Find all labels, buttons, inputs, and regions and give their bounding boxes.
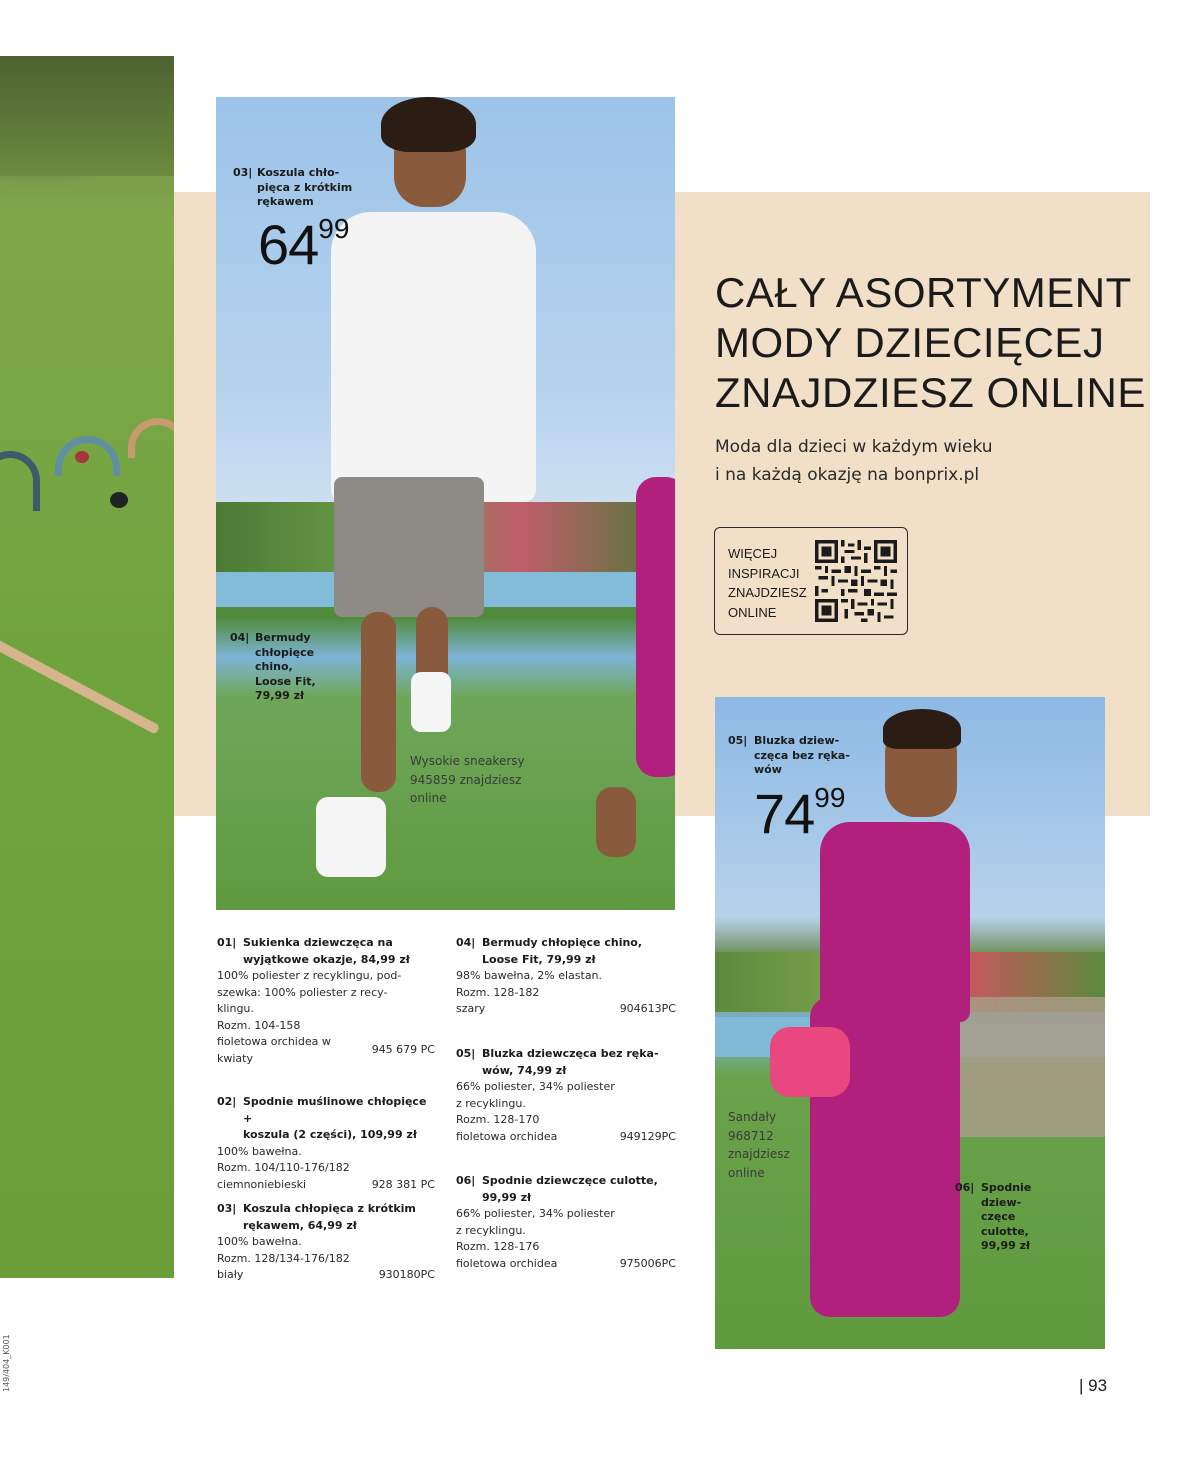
product-detail: z recyklingu. [456,1096,526,1110]
hedge-background [0,56,174,176]
callout-blouse [728,734,858,779]
price-integer: 64 [258,213,319,276]
product-color: fioletowa orchidea [456,1129,558,1143]
price-integer: 74 [754,782,815,845]
catalog-code: 149/404_K001 [2,1334,11,1392]
croquet-hoop [128,418,174,458]
croquet-lawn-photo [0,56,174,1278]
callout-line: chino, [255,660,293,673]
product-heading [217,1094,435,1144]
note-line: 968712 [728,1128,774,1143]
callout-line: Bermudy [255,631,311,644]
product-02 [217,1094,435,1193]
note-line: 945859 znajdziesz [410,772,522,787]
product-number: 04| [456,936,476,949]
subcopy [715,433,1115,489]
product-04 [456,935,676,1018]
product-title-line: Sukienka dziewczęca na [243,936,393,949]
product-number: 02| [217,1095,237,1108]
product-01 [217,935,435,1067]
girl-pants-partial [636,477,675,777]
product-heading [456,935,676,968]
qr-caption [728,544,807,622]
product-detail: 66% poliester, 34% poliester [456,1080,615,1093]
product-number: 03| [217,1202,237,1215]
product-detail: Rozm. 128-170 [456,1113,540,1126]
product-title-line: Koszula chłopięca z krótkim [243,1202,416,1215]
product-color: fioletowa orchidea w [217,1035,331,1048]
product-title-line: rękawem, 64,99 zł [243,1218,357,1232]
callout-line: wów [754,763,782,776]
price-decimal: 99 [318,213,350,244]
note-line: znajdziesz [728,1147,790,1161]
product-detail: Rozm. 128/134-176/182 [217,1251,350,1265]
product-heading [456,1173,676,1206]
product-detail: 100% bawełna. [217,1235,302,1248]
product-detail: z recyklingu. [456,1223,526,1237]
product-title-line: 99,99 zł [482,1190,532,1204]
product-heading [456,1046,676,1079]
qr-link-box[interactable] [714,527,908,635]
boy-shorts [334,477,484,617]
callout-line: rękawem [257,195,314,208]
note-line: online [728,1165,765,1180]
note-sneakers [410,752,525,808]
product-06 [456,1173,676,1272]
price-shirt [258,213,350,276]
callout-line: 99,99 zł [981,1239,1031,1252]
note-line: online [410,791,447,805]
product-title-line: Spodnie muślinowe chłopięce + [243,1095,427,1125]
product-code: 975006PC [619,1256,676,1270]
callout-line: culotte, [981,1224,1029,1238]
product-color: ciemnoniebieski [217,1177,307,1191]
callout-line: Loose Fit, [255,674,316,688]
callout-line: Koszula chło- [257,166,340,179]
garden-table [950,997,1105,1137]
product-detail: Rozm. 104-158 [217,1018,301,1032]
sneaker [316,797,386,877]
qr-caption-line: WIĘCEJ [728,546,778,561]
croquet-ball [110,492,128,508]
product-code: 904613PC [619,1002,676,1015]
price-decimal: 99 [814,782,846,813]
page-number: | 93 [1079,1376,1108,1395]
note-line: Wysokie sneakersy [410,754,525,768]
qr-caption-line: INSPIRACJI [728,565,800,581]
product-number: 01| [217,936,237,949]
product-number: 05| [456,1047,476,1060]
callout-line: częca bez ręka- [754,748,850,762]
product-detail: Rozm. 104/110-176/182 [217,1161,350,1174]
product-detail: 100% bawełna. [217,1144,302,1158]
product-detail: szewka: 100% poliester z recy- [217,985,388,999]
girl-top [820,822,970,1022]
note-sandals [728,1108,790,1182]
price-blouse [754,782,846,845]
product-detail: klingu. [217,1002,254,1015]
callout-line: częce [981,1210,1016,1223]
croquet-ball [75,451,89,463]
callout-line: Spodnie [981,1181,1032,1194]
qr-code-icon[interactable] [815,540,897,622]
product-title-line: wów, 74,99 zł [482,1063,567,1077]
product-detail: Rozm. 128-176 [456,1240,540,1253]
callout-line: 79,99 zł [255,689,305,702]
product-color: kwiaty [217,1051,253,1065]
subcopy-line: i na każdą okazję na bonprix.pl [715,465,980,485]
product-color: biały [217,1268,244,1281]
sandals [770,1027,850,1097]
girl-foot-partial [596,787,636,857]
headline [715,268,1146,418]
product-detail: Rozm. 128-182 [456,985,540,999]
product-title-line: Loose Fit, 79,99 zł [482,952,596,966]
sneaker [411,672,451,732]
callout-line: chłopięce [255,645,315,659]
callout-line: dziew- [981,1195,1022,1209]
product-color: szary [456,1002,486,1015]
product-code: 928 381 PC [371,1177,435,1191]
headline-line: CAŁY ASORTYMENT [715,269,1132,316]
product-title-line: koszula (2 części), 109,99 zł [243,1128,417,1141]
product-number: 06| [456,1174,476,1187]
boy-shirt [331,212,536,502]
headline-line: ZNAJDZIESZ ONLINE [715,369,1146,416]
headline-line: MODY DZIECIĘCEJ [715,319,1105,366]
croquet-hoop [0,451,40,511]
product-heading [217,935,435,968]
callout-bermudas [230,631,340,711]
product-05 [456,1046,676,1145]
girl-hair [883,709,961,749]
boy-leg [361,612,396,792]
callout-number: 05| [728,734,748,747]
product-title-line: Bluzka dziewczęca bez ręka- [482,1047,659,1060]
croquet-mallet [0,637,160,735]
boy-hair [381,97,476,152]
product-title-line: wyjątkowe okazje, 84,99 zł [243,952,410,966]
product-detail: 98% bawełna, 2% elastan. [456,969,603,982]
product-title-line: Spodnie dziewczęce culotte, [482,1174,658,1187]
product-detail: 66% poliester, 34% poliester [456,1207,615,1220]
callout-line: pięca z krótkim [257,180,353,194]
product-title-line: Bermudy chłopięce chino, [482,936,643,949]
product-code: 945 679 PC [371,1043,435,1057]
qr-caption-line: ZNAJDZIESZ [728,585,807,600]
product-color: fioletowa orchidea [456,1256,558,1270]
product-code: 949129PC [619,1129,676,1143]
qr-caption-line: ONLINE [728,604,777,620]
product-detail: 100% poliester z recyklingu, pod- [217,969,402,982]
callout-number: 06| [955,1181,975,1194]
callout-line: Bluzka dziew- [754,734,840,747]
subcopy-line: Moda dla dzieci w każdym wieku [715,437,993,457]
product-code: 930180PC [378,1268,435,1281]
note-line: Sandały [728,1110,777,1124]
callout-culottes [955,1181,1045,1261]
product-heading [217,1201,435,1234]
product-03 [217,1201,435,1284]
callout-number: 04| [230,631,250,644]
callout-number: 03| [233,166,253,179]
callout-shirt [233,166,373,211]
